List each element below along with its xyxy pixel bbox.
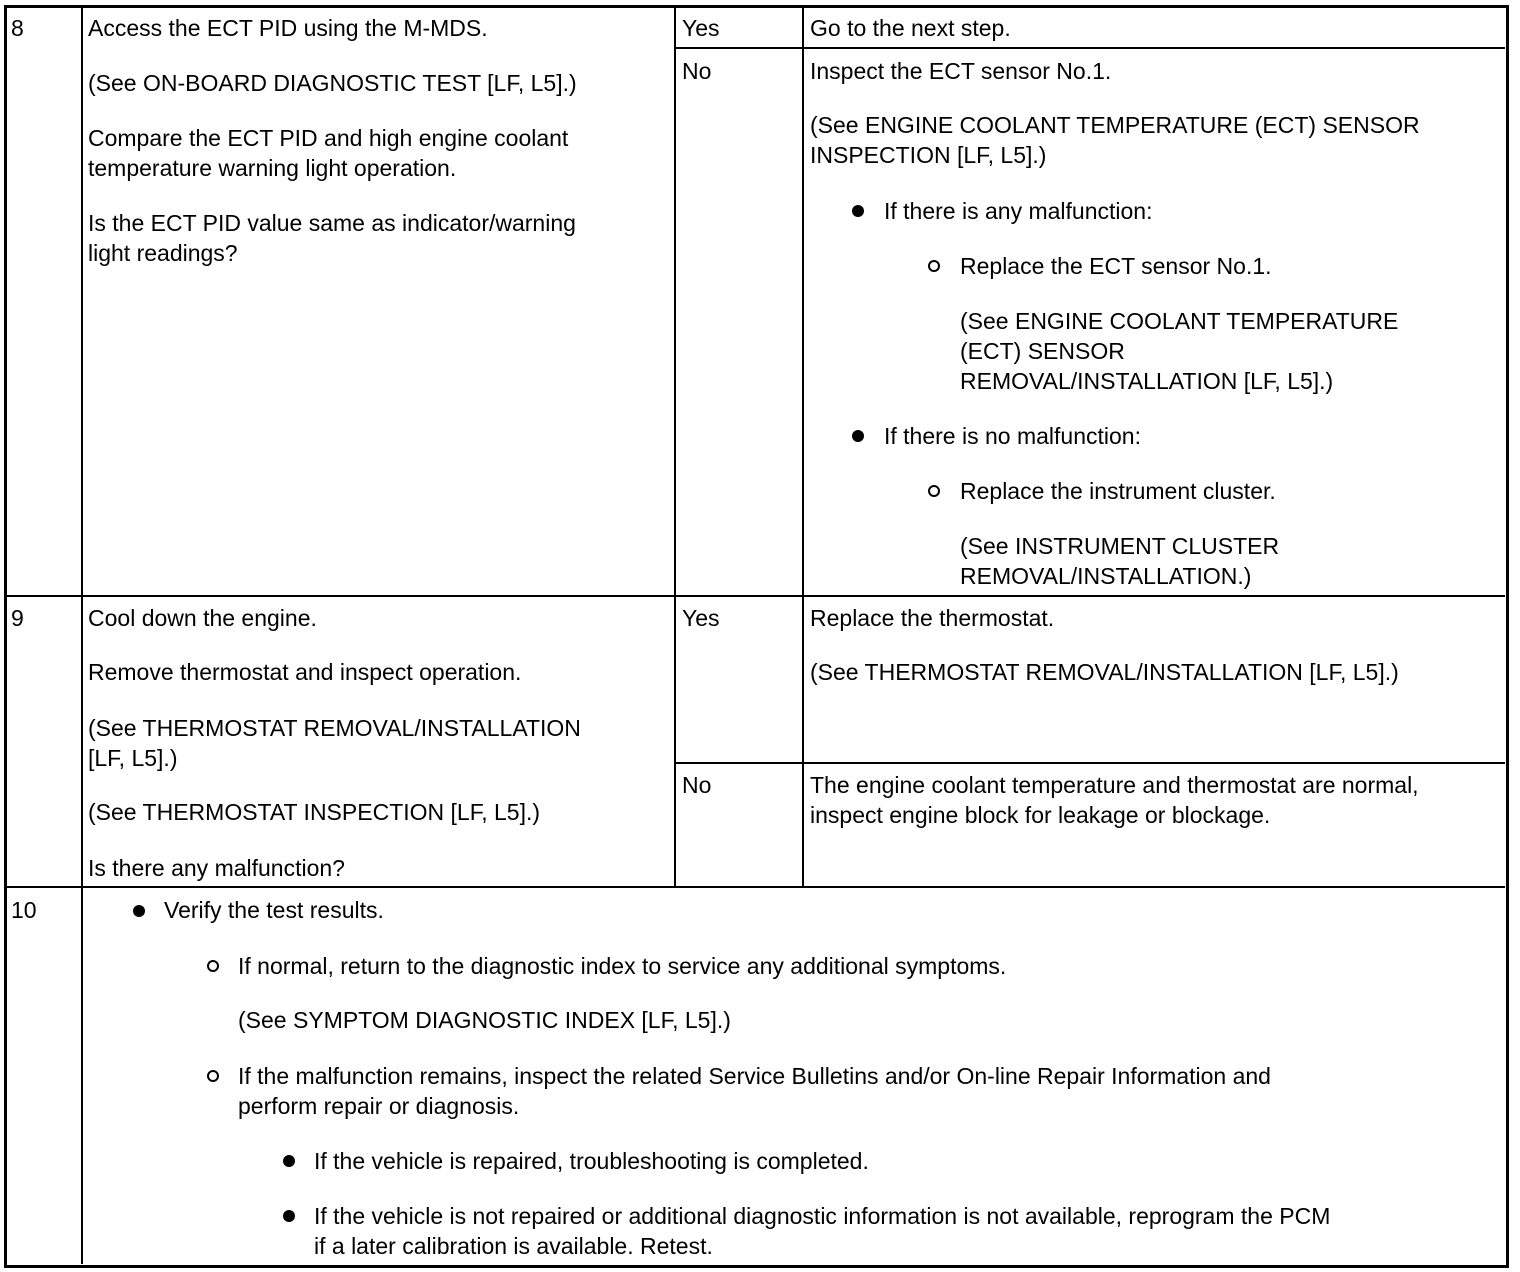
instruction-detail: If the vehicle is not repaired or additional diagnostic information is not available, reprogram the PCM [314,1203,1331,1229]
row-divider-9-yes-no [676,762,1505,764]
question-reference: (See THERMOSTAT INSPECTION [LF, L5].) [88,799,541,825]
question-line: light readings? [88,240,238,266]
instruction-subbullet: If the malfunction remains, inspect the related Service Bulletins and/or On-line Repair Information and [238,1063,1271,1089]
no-action-reference: (ECT) SENSOR [960,338,1125,364]
yes-label: Yes [682,15,720,41]
bullet-hollow-icon [928,260,940,272]
no-label: No [682,772,712,798]
question-line: Is there any malfunction? [88,855,345,881]
yes-label: Yes [682,605,720,631]
bullet-filled-icon [852,205,864,217]
no-action: inspect engine block for leakage or blockage. [810,802,1271,828]
no-action-bullet: If there is any malfunction: [884,198,1153,224]
question-line: temperature warning light operation. [88,155,457,181]
no-action-reference: (See INSTRUMENT CLUSTER [960,533,1280,559]
step-number: 10 [11,897,37,923]
step-number: 9 [11,605,24,631]
no-action: Inspect the ECT sensor No.1. [810,58,1112,84]
no-action-bullet: If there is no malfunction: [884,423,1141,449]
instruction-reference: (See SYMPTOM DIAGNOSTIC INDEX [LF, L5].) [238,1007,731,1033]
bullet-hollow-icon [928,485,940,497]
yes-action: Go to the next step. [810,15,1011,41]
no-action-reference: INSPECTION [LF, L5].) [810,142,1047,168]
bullet-filled-icon [133,905,145,917]
col-divider-question [674,6,676,888]
row-divider-8-yes-no [676,47,1505,49]
no-action-reference: REMOVAL/INSTALLATION.) [960,563,1252,589]
question-line: Remove thermostat and inspect operation. [88,659,522,685]
row-divider-8-9 [6,595,1505,597]
question-line: Cool down the engine. [88,605,317,631]
yes-action-reference: (See THERMOSTAT REMOVAL/INSTALLATION [LF, L5].) [810,659,1399,685]
col-divider-result [802,6,804,888]
row-divider-9-10 [6,886,1505,888]
no-action-subbullet: Replace the ECT sensor No.1. [960,253,1272,279]
no-label: No [682,58,712,84]
bullet-filled-icon [283,1155,295,1167]
instruction-bullet: Verify the test results. [164,897,384,923]
no-action: The engine coolant temperature and thermostat are normal, [810,772,1419,798]
step-number: 8 [11,15,24,41]
question-reference: (See ON-BOARD DIAGNOSTIC TEST [LF, L5].) [88,70,577,96]
bullet-filled-icon [283,1210,295,1222]
no-action-reference: (See ENGINE COOLANT TEMPERATURE [960,308,1399,334]
bullet-hollow-icon [207,960,219,972]
instruction-subbullet: If normal, return to the diagnostic index to service any additional symptoms. [238,953,1007,979]
question-reference: (See THERMOSTAT REMOVAL/INSTALLATION [88,715,581,741]
question-line: Access the ECT PID using the M-MDS. [88,15,488,41]
yes-action: Replace the thermostat. [810,605,1055,631]
bullet-filled-icon [852,430,864,442]
no-action-subbullet: Replace the instrument cluster. [960,478,1276,504]
instruction-detail: If the vehicle is repaired, troubleshooting is completed. [314,1148,869,1174]
no-action-reference: REMOVAL/INSTALLATION [LF, L5].) [960,368,1334,394]
no-action-reference: (See ENGINE COOLANT TEMPERATURE (ECT) SENSOR [810,112,1420,138]
bullet-hollow-icon [207,1070,219,1082]
question-reference: [LF, L5].) [88,745,178,771]
question-line: Is the ECT PID value same as indicator/warning [88,210,576,236]
instruction-detail: if a later calibration is available. Retest. [314,1233,713,1259]
col-divider-number [81,6,83,1264]
question-line: Compare the ECT PID and high engine coolant [88,125,569,151]
instruction-subbullet: perform repair or diagnosis. [238,1093,520,1119]
